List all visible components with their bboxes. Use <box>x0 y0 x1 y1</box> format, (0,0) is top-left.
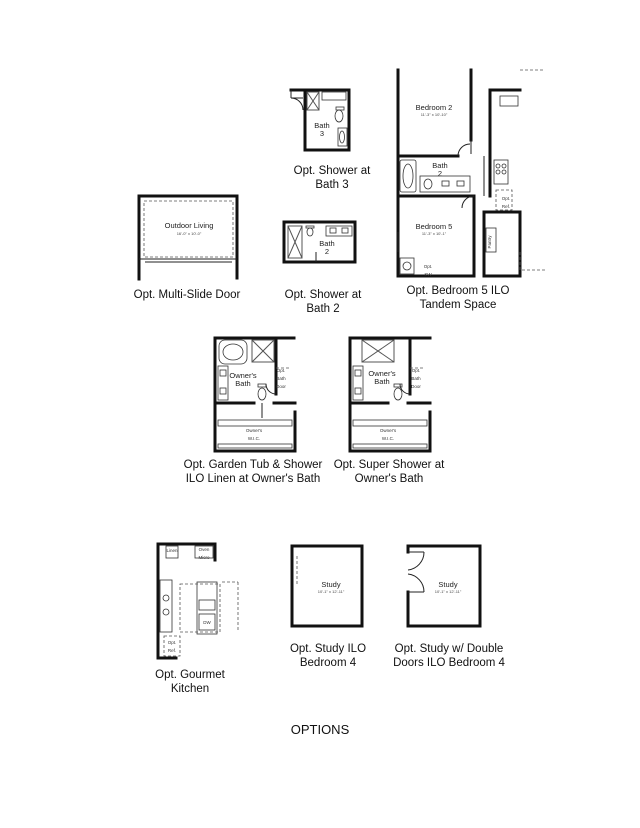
opt-bath-door-label: Opt. Bath Door <box>276 368 286 389</box>
bedroom-2-label: Bedroom 2 <box>415 103 453 112</box>
owners-bath-label: Owner's Bath <box>229 371 257 388</box>
opt-ref-label: Opt. Ref. <box>501 196 511 209</box>
plan-shower-bath-3 <box>291 90 349 150</box>
kitchen-opt-ref-label: Opt. Ref. <box>167 640 177 653</box>
caption-bedroom-5: Opt. Bedroom 5 ILO Tandem Space <box>406 285 510 311</box>
bath-2-label: Bath 2 <box>432 161 448 178</box>
outdoor-living-label: Outdoor Living <box>164 221 214 230</box>
caption-study-double-doors: Opt. Study w/ Double Doors ILO Bedroom 4 <box>393 643 505 669</box>
plan-super-shower <box>350 338 430 451</box>
bath-3-label: Bath 3 <box>314 121 330 138</box>
plan-garden-tub <box>215 338 295 451</box>
page-title: OPTIONS <box>290 722 350 737</box>
plan-gourmet-kitchen <box>158 544 238 658</box>
bedroom-2-size: 11'-3" x 10'-10" <box>420 112 448 117</box>
caption-super-shower: Opt. Super Shower at Owner's Bath <box>333 459 445 485</box>
study-size: 10'-1" x 12'-11" <box>317 589 345 594</box>
dw-label: DW <box>203 620 211 625</box>
bedroom-5-label: Bedroom 5 <box>415 222 453 231</box>
opt-bath-door-label-2: Opt. Bath Door <box>411 368 421 389</box>
plan-multi-slide-door <box>139 196 237 279</box>
opt-sw-label: Opt. SW <box>423 264 433 277</box>
plan-shower-bath-2 <box>284 222 355 262</box>
plan-bedroom-5 <box>398 70 545 277</box>
caption-gourmet-kitchen: Opt. Gourmet Kitchen <box>155 669 225 695</box>
pantry-label: Pantry <box>487 235 492 249</box>
linen-label: Linen <box>166 548 178 553</box>
caption-garden-tub: Opt. Garden Tub & Shower ILO Linen at Owner's Bath <box>183 459 323 485</box>
oven-micro-label: Oven Micro <box>198 547 210 560</box>
study-double-size: 10'-1" x 12'-11" <box>434 589 462 594</box>
caption-study: Opt. Study ILO Bedroom 4 <box>289 643 367 669</box>
study-double-label: Study <box>438 580 458 589</box>
owners-wic-label-2: Owner's W.I.C. <box>379 428 397 441</box>
outdoor-living-size: 16'-0" x 10'-0" <box>176 231 202 236</box>
caption-shower-bath-3: Opt. Shower at Bath 3 <box>293 165 371 191</box>
caption-shower-bath-2: Opt. Shower at Bath 2 <box>284 289 362 315</box>
owners-wic-label: Owner's W.I.C. <box>245 428 263 441</box>
study-label: Study <box>321 580 341 589</box>
plan-study-double-doors <box>408 546 480 626</box>
plan-study <box>292 546 362 626</box>
caption-multi-slide-door: Opt. Multi-Slide Door <box>133 289 241 301</box>
bedroom-5-size: 11'-3" x 10'-1" <box>421 231 447 236</box>
bath-2-option-label: Bath 2 <box>319 239 335 256</box>
owners-bath-label-2: Owner's Bath <box>368 369 396 386</box>
